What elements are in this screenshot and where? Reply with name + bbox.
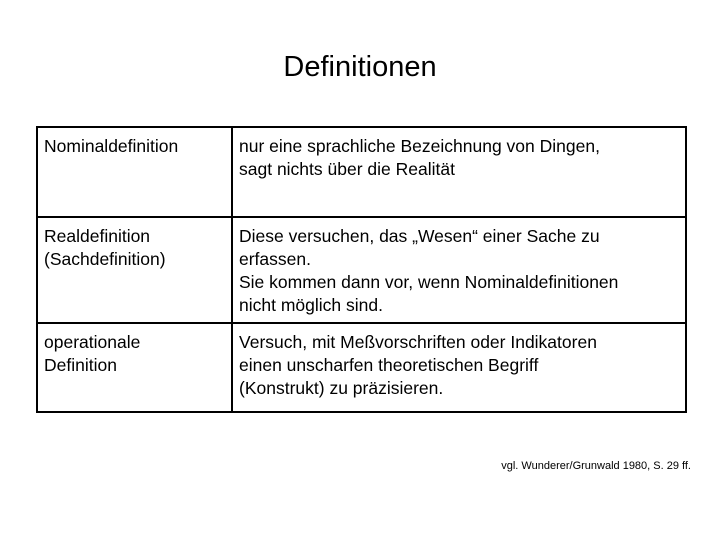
- definition-text: Diese versuchen, das „Wesen“ einer Sache zu: [239, 226, 600, 246]
- definition-text: sagt nichts über die Realität: [239, 159, 455, 179]
- term-text: Nominaldefinition: [44, 136, 179, 156]
- definition-cell: [232, 217, 686, 323]
- term-cell: [37, 217, 232, 323]
- definition-text: nicht möglich sind.: [239, 295, 383, 315]
- table-row: [37, 323, 686, 412]
- term-cell: [37, 127, 232, 217]
- term-text: Definition: [44, 355, 117, 375]
- definition-text: (Konstrukt) zu präzisieren.: [239, 378, 444, 398]
- definition-cell: [232, 323, 686, 412]
- table-row: [37, 127, 686, 217]
- definition-text: Versuch, mit Meßvorschriften oder Indikatoren: [239, 332, 597, 352]
- definition-cell: [232, 127, 686, 217]
- page-title: Definitionen: [283, 51, 437, 83]
- term-text: Realdefinition: [44, 226, 151, 246]
- definition-text: erfassen.: [239, 249, 311, 269]
- definition-text: einen unscharfen theoretischen Begriff: [239, 355, 539, 375]
- term-text: (Sachdefinition): [44, 249, 166, 269]
- definition-text: Sie kommen dann vor, wenn Nominaldefinitionen: [239, 272, 619, 292]
- definition-text: nur eine sprachliche Bezeichnung von Dingen,: [239, 136, 600, 156]
- table-row: [37, 217, 686, 323]
- definitions-table: [36, 126, 687, 413]
- term-text: operationale: [44, 332, 141, 352]
- source-citation: vgl. Wunderer/Grunwald 1980, S. 29 ff.: [501, 460, 691, 472]
- term-cell: [37, 323, 232, 412]
